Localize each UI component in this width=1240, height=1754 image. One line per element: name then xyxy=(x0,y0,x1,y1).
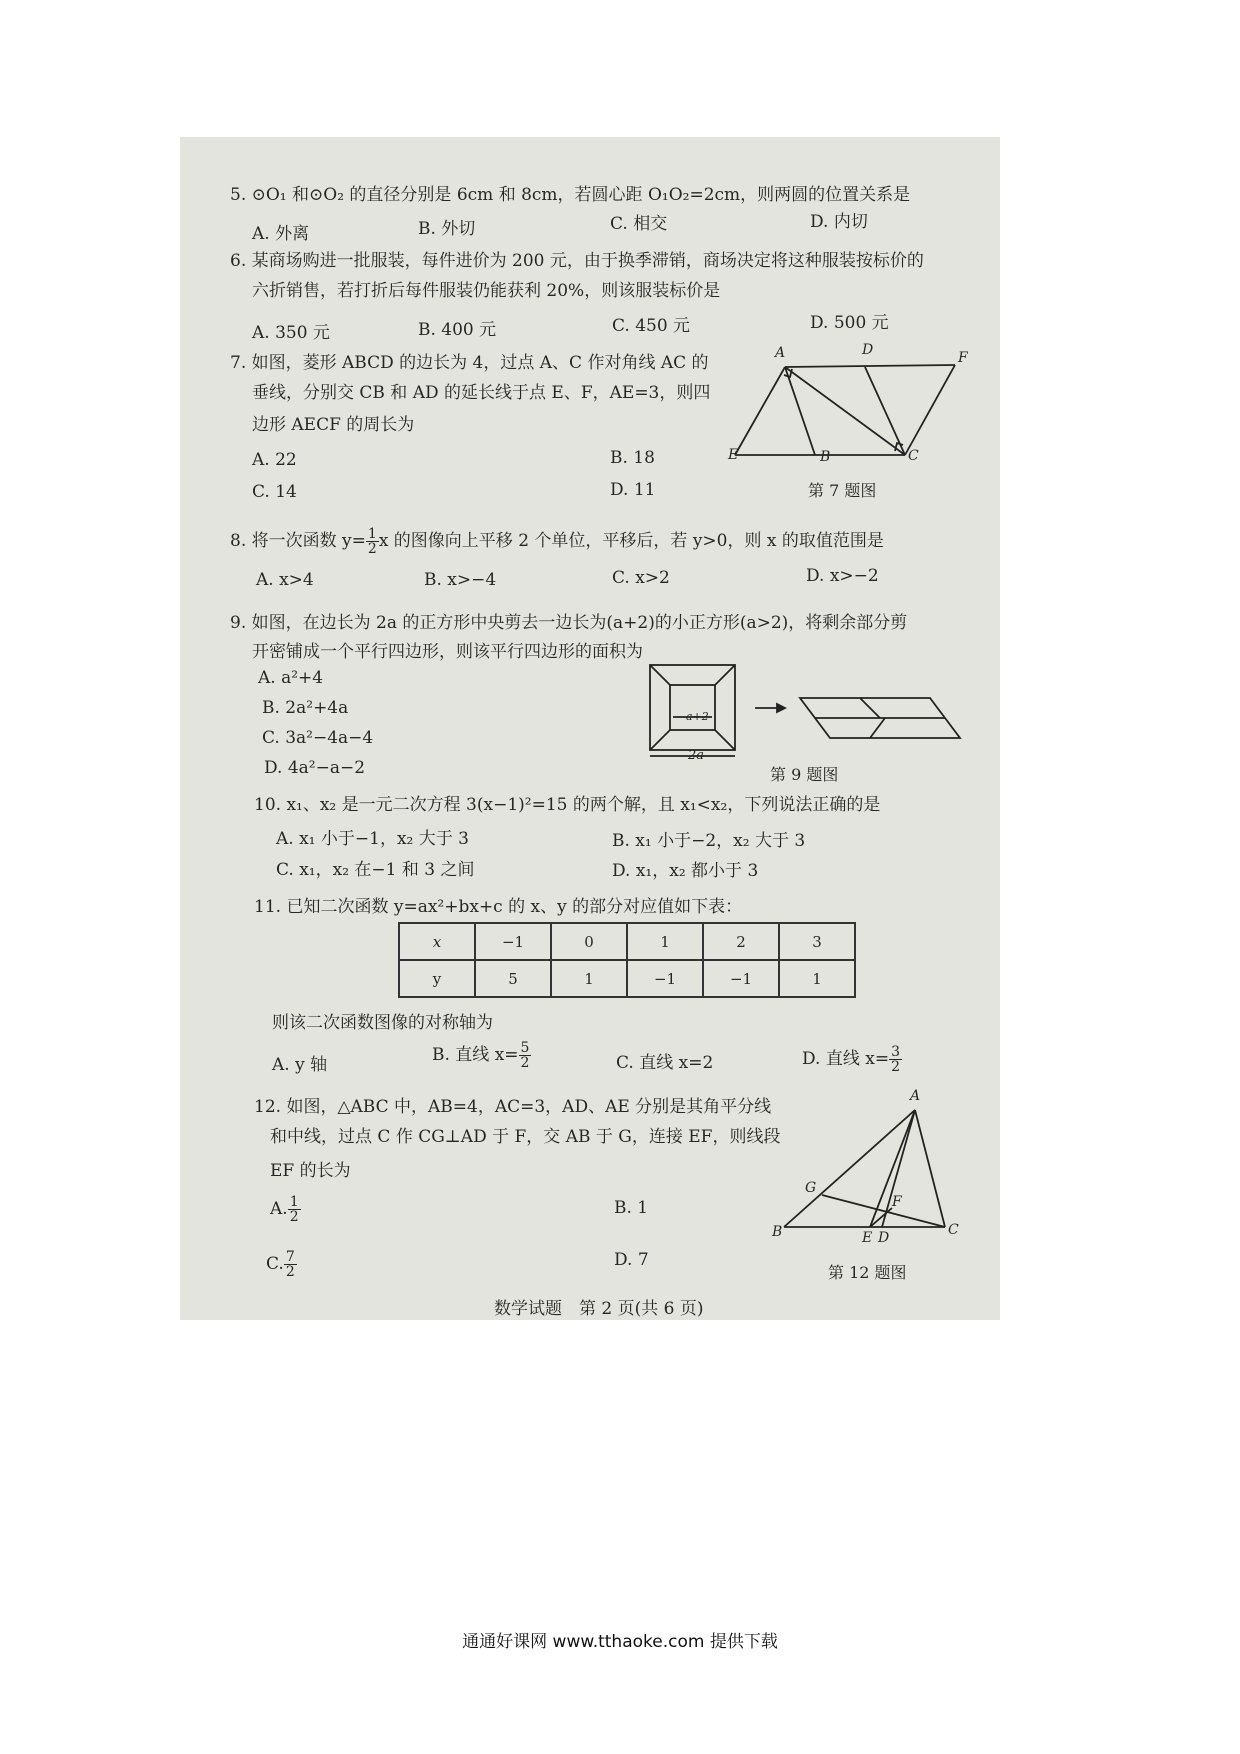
q12-label-c: C xyxy=(948,1222,959,1238)
q12-label-f: F xyxy=(892,1194,902,1210)
table-row xyxy=(399,960,855,997)
q12-label-a: A xyxy=(910,1088,921,1104)
q9-line1: 9. 如图，在边长为 2a 的正方形中央剪去一边长为(a+2)的小正方形(a>2)，将剩余部分剪 xyxy=(230,613,908,633)
q12-option-a-text: A. xyxy=(270,1199,288,1219)
q7-label-b: B xyxy=(820,449,831,465)
q8-option-d: D. x>−2 xyxy=(806,566,879,586)
q8-frac-num: 1 xyxy=(367,526,377,542)
q8-frac-den: 2 xyxy=(367,541,377,557)
q5-option-a: A. 外离 xyxy=(252,224,310,244)
frac-den: 2 xyxy=(285,1264,295,1280)
frac-num: 5 xyxy=(520,1040,530,1056)
frac-num: 1 xyxy=(289,1194,299,1210)
q7-line1: 7. 如图，菱形 ABCD 的边长为 4，过点 A、C 作对角线 AC 的 xyxy=(230,353,709,373)
q8-stem-start: 8. 将一次函数 y= xyxy=(230,531,366,551)
frac-den: 2 xyxy=(289,1209,299,1225)
q12-label-d: D xyxy=(878,1230,890,1246)
q6-option-d: D. 500 元 xyxy=(810,313,889,333)
q11-option-b-text: B. 直线 x= xyxy=(432,1045,519,1065)
q9-outer-label: 2a xyxy=(688,748,705,763)
frac-den: 2 xyxy=(891,1059,900,1075)
q7-option-a: A. 22 xyxy=(252,450,297,470)
q12-label-e: E xyxy=(862,1230,873,1246)
q11-option-b-fraction xyxy=(519,1041,532,1070)
q10-option-c: C. x₁，x₂ 在−1 和 3 之间 xyxy=(276,860,475,880)
q6-line2: 六折销售，若打折后每件服装仍能获利 20%，则该服装标价是 xyxy=(252,281,721,301)
q11-value-table xyxy=(398,922,856,998)
table-cell: −1 xyxy=(627,960,703,997)
table-cell: −1 xyxy=(703,960,779,997)
q6-option-c: C. 450 元 xyxy=(612,316,691,336)
q5-option-d: D. 内切 xyxy=(810,212,868,232)
q8-option-c: C. x>2 xyxy=(612,568,670,588)
q10-option-d: D. x₁，x₂ 都小于 3 xyxy=(612,861,759,881)
q7-figure xyxy=(735,355,975,460)
q7-label-a: A xyxy=(775,345,786,361)
table-cell: 1 xyxy=(551,960,627,997)
q11-option-d-fraction xyxy=(889,1045,902,1074)
q9-option-d: D. 4a²−a−2 xyxy=(264,758,366,778)
page-footer: 数学试题 第 2 页(共 6 页) xyxy=(494,1299,704,1319)
table-cell: 3 xyxy=(779,923,855,960)
q12-option-c-fraction xyxy=(284,1250,297,1279)
q11-stem: 11. 已知二次函数 y=ax²+bx+c 的 x、y 的部分对应值如下表： xyxy=(254,897,743,917)
q10-option-b: B. x₁ 小于−2，x₂ 大于 3 xyxy=(612,831,806,851)
q12-option-a-fraction xyxy=(288,1195,301,1224)
table-cell: y xyxy=(399,960,475,997)
q7-option-b: B. 18 xyxy=(610,448,655,468)
q9-inner-label: a+2 xyxy=(686,710,709,723)
q5-option-c: C. 相交 xyxy=(610,214,668,234)
q6-option-b: B. 400 元 xyxy=(418,320,497,340)
q5-option-b: B. 外切 xyxy=(418,219,476,239)
q12-line3: EF 的长为 xyxy=(270,1161,351,1181)
q7-option-c: C. 14 xyxy=(252,482,297,502)
q7-caption: 第 7 题图 xyxy=(808,481,877,500)
q10-option-a: A. x₁ 小于−1，x₂ 大于 3 xyxy=(276,829,469,849)
table-cell: 0 xyxy=(551,923,627,960)
q12-label-b: B xyxy=(772,1224,783,1240)
q12-line1: 12. 如图，△ABC 中，AB=4，AC=3，AD、AE 分别是其角平分线 xyxy=(254,1097,772,1117)
q12-label-g: G xyxy=(805,1180,817,1196)
q12-option-c xyxy=(266,1250,297,1279)
frac-num: 7 xyxy=(285,1249,295,1265)
table-row xyxy=(399,923,855,960)
site-footer: 通通好课网 www.tthaoke.com 提供下载 xyxy=(462,1632,778,1652)
q8-stem xyxy=(230,526,884,556)
q12-option-d: D. 7 xyxy=(614,1250,649,1270)
frac-den: 2 xyxy=(520,1055,530,1071)
table-cell: 1 xyxy=(779,960,855,997)
q7-line3: 边形 AECF 的周长为 xyxy=(252,415,415,435)
table-cell: x xyxy=(399,923,475,960)
q8-option-a: A. x>4 xyxy=(256,570,314,590)
q8-option-b: B. x>−4 xyxy=(424,570,497,590)
q7-label-f: F xyxy=(958,350,968,366)
q11-option-b xyxy=(432,1040,531,1070)
q11-line2: 则该二次函数图像的对称轴为 xyxy=(272,1013,493,1033)
table-cell: 5 xyxy=(475,960,551,997)
table-cell: −1 xyxy=(475,923,551,960)
q12-caption: 第 12 题图 xyxy=(828,1263,907,1282)
q5-stem: 5. ⊙O₁ 和⊙O₂ 的直径分别是 6cm 和 8cm，若圆心距 O₁O₂=2cm，则两圆的位置关系是 xyxy=(230,185,911,205)
q7-label-c: C xyxy=(908,448,919,464)
q6-option-a: A. 350 元 xyxy=(252,323,330,343)
q11-option-d xyxy=(802,1044,902,1074)
table-cell: 1 xyxy=(627,923,703,960)
q12-line2: 和中线，过点 C 作 CG⊥AD 于 F，交 AB 于 G，连接 EF，则线段 xyxy=(270,1127,781,1147)
q10-stem: 10. x₁、x₂ 是一元二次方程 3(x−1)²=15 的两个解，且 x₁<x₂，下列说法正确的是 xyxy=(254,795,881,815)
q12-option-c-text: C. xyxy=(266,1254,284,1274)
q11-option-d-text: D. 直线 x= xyxy=(802,1049,890,1069)
q9-option-a: A. a²+4 xyxy=(258,668,324,688)
q9-line2: 开密铺成一个平行四边形，则该平行四边形的面积为 xyxy=(252,642,643,662)
q7-option-d: D. 11 xyxy=(610,480,656,500)
q7-line2: 垂线，分别交 CB 和 AD 的延长线于点 E、F，AE=3，则四 xyxy=(252,383,711,403)
q8-stem-end: x 的图像向上平移 2 个单位，平移后，若 y>0，则 x 的取值范围是 xyxy=(378,531,884,551)
frac-num: 3 xyxy=(891,1044,900,1060)
q9-option-b: B. 2a²+4a xyxy=(262,698,349,718)
q6-line1: 6. 某商场购进一批服装，每件进价为 200 元，由于换季滞销，商场决定将这种服装按标价的 xyxy=(230,251,924,271)
q8-fraction xyxy=(366,527,379,556)
q9-option-c: C. 3a²−4a−4 xyxy=(262,728,374,748)
q9-caption: 第 9 题图 xyxy=(770,765,839,784)
table-cell: 2 xyxy=(703,923,779,960)
q7-label-d: D xyxy=(862,342,874,358)
q12-option-b: B. 1 xyxy=(614,1198,649,1218)
q7-label-e: E xyxy=(728,447,739,463)
q12-option-a xyxy=(270,1195,301,1224)
q12-figure xyxy=(780,1105,960,1235)
q11-option-c: C. 直线 x=2 xyxy=(616,1053,714,1073)
q11-option-a: A. y 轴 xyxy=(272,1055,328,1075)
